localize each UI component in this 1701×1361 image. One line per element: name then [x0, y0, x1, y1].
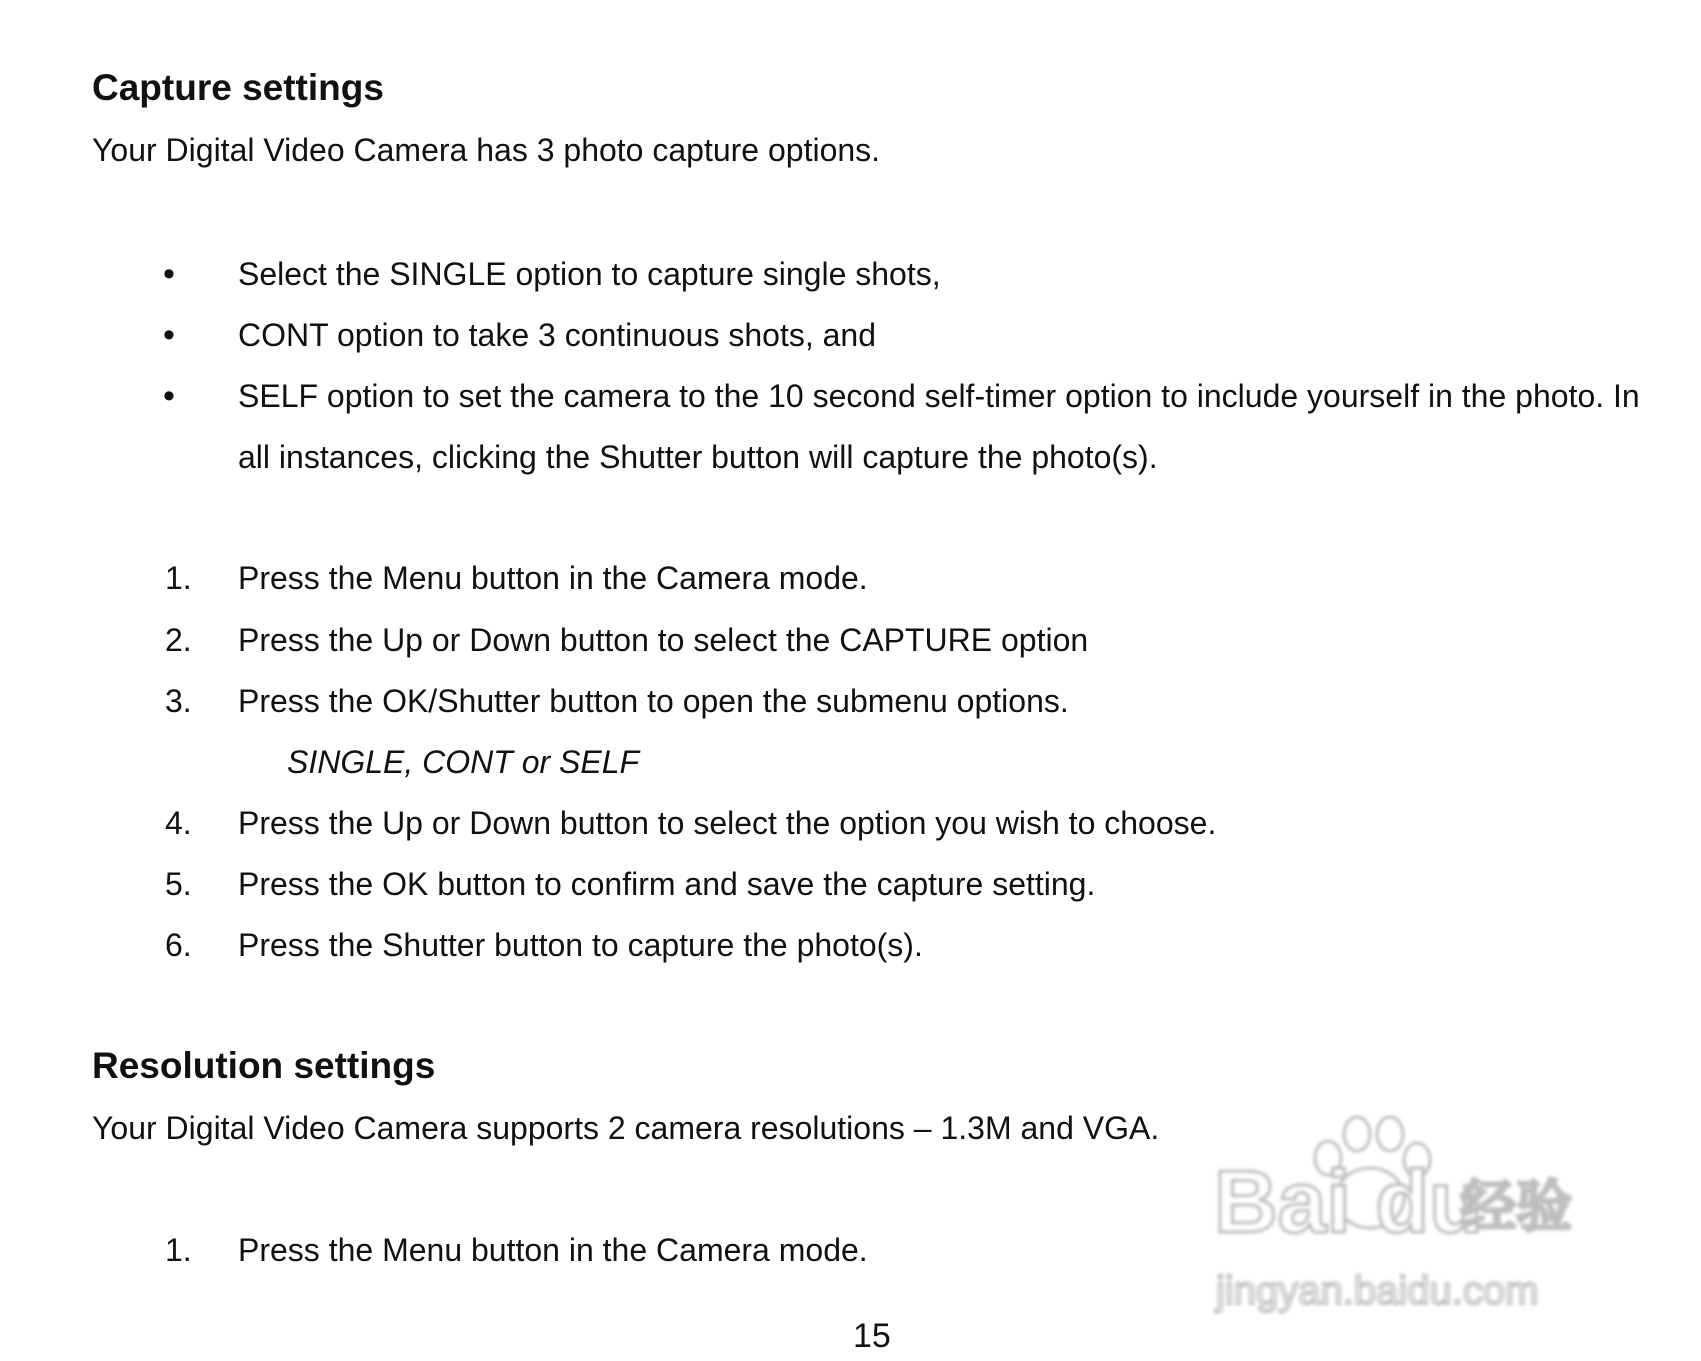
- baidu-jingyan-watermark: [1210, 1110, 1630, 1325]
- bullet-text: CONT option to take 3 continuous shots, and: [238, 317, 877, 353]
- step-number: 1.: [165, 560, 192, 596]
- step-number: 1.: [165, 1232, 192, 1268]
- capture-intro: Your Digital Video Camera has 3 photo capture options.: [92, 132, 881, 168]
- watermark-url: jingyan.baidu.com: [1216, 1269, 1539, 1313]
- watermark-cjk: 经验: [1460, 1175, 1572, 1240]
- bullet-icon: •: [163, 377, 175, 415]
- bullet-icon: •: [163, 316, 175, 354]
- resolution-settings-heading: Resolution settings: [92, 1045, 436, 1086]
- page-number: 15: [853, 1317, 891, 1355]
- step-text: Press the Menu button in the Camera mode.: [238, 1232, 868, 1268]
- resolution-intro: Your Digital Video Camera supports 2 camera resolutions – 1.3M and VGA.: [92, 1110, 1160, 1146]
- step-text: Press the Shutter button to capture the photo(s).: [238, 927, 923, 963]
- watermark-brand: Bai du: [1214, 1152, 1483, 1251]
- bullet-icon: •: [163, 255, 175, 293]
- step-text: Press the Menu button in the Camera mode.: [238, 560, 868, 596]
- capture-settings-heading: Capture settings: [92, 67, 384, 108]
- step-text: Press the Up or Down button to select the CAPTURE option: [238, 622, 1089, 658]
- step-number: 4.: [165, 805, 192, 841]
- submenu-options: SINGLE, CONT or SELF: [287, 744, 640, 780]
- bullet-text: SELF option to set the camera to the 10 second self-timer option to include yourself in the photo. In: [238, 378, 1640, 414]
- step-text: Press the OK button to confirm and save the capture setting.: [238, 866, 1096, 902]
- step-number: 3.: [165, 683, 192, 719]
- bullet-text: Select the SINGLE option to capture single shots,: [238, 256, 941, 292]
- step-number: 6.: [165, 927, 192, 963]
- step-number: 2.: [165, 622, 192, 658]
- bullet-text-continuation: all instances, clicking the Shutter button will capture the photo(s).: [238, 439, 1158, 475]
- step-text: Press the OK/Shutter button to open the submenu options.: [238, 683, 1069, 719]
- step-text: Press the Up or Down button to select the option you wish to choose.: [238, 805, 1217, 841]
- step-number: 5.: [165, 866, 192, 902]
